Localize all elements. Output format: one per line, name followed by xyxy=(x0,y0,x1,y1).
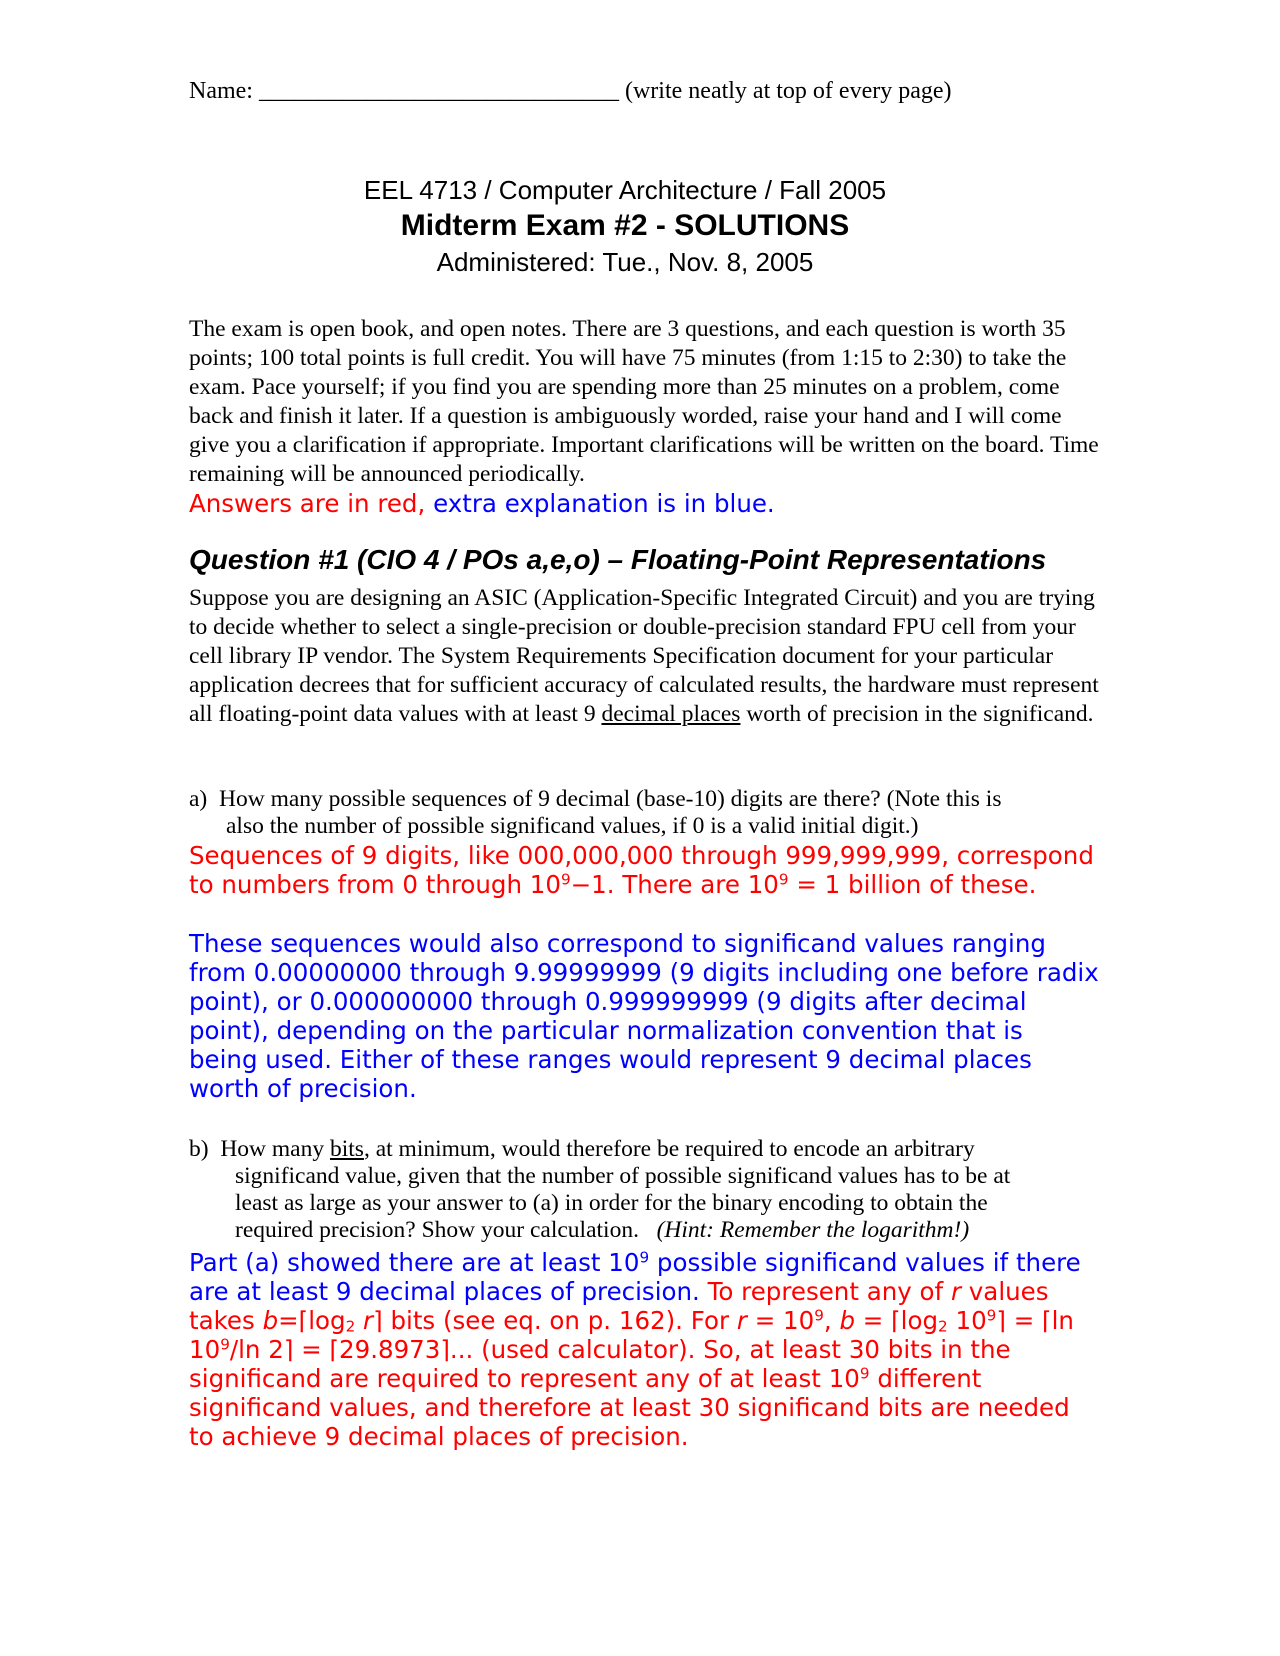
question-1-body: Suppose you are designing an ASIC (Application-Specific Integrated Circuit) and you are trying to decide whether to select a single-precision or double-precision standard FPU cell from your cell library IP vendor. The System Requirements Specification document for your particular application decrees that for sufficient accuracy of calculated results, the hardware must represent all floating-point data values with at least 9 decimal places worth of precision in the significand. xyxy=(189,585,1099,727)
part-a-question: a) How many possible sequences of 9 decimal (base-10) digits are there? (Note this is also the number of possible significand values, if 0 is a valid initial digit.) xyxy=(189,786,1002,839)
part-b-solution: To represent any of r values takes $b=⌈\log_2$ r⌉ bits (see eq. on p. 162). For $r = 10^9$, $b = ⌈\log_2$ $10^9⌉$ = ⌈ln $10^9/\ln$ 2⌉ = ⌈29.8973⌉... (used calculator). So, at least 30 bits in the significand are required to represent any of at least $10^9$ different significand values, and therefore at least 30 significand bits are needed to achieve 9 decimal places of precision. xyxy=(189,1277,1074,1451)
part-a-answer: Sequences of 9 digits, like 000,000,000 through 999,999,999, correspond to numbers from 0 through $10^9-1$. There are $10^9 = 1$ billion of these. xyxy=(189,841,1094,899)
part-a-label: a) xyxy=(189,786,208,812)
exam-title: Midterm Exam #2 - SOLUTIONS xyxy=(400,209,850,242)
course-title: EEL 4713 / Computer Architecture / Fall 2005 xyxy=(363,175,887,205)
hint: (Hint: Remember the logarithm!) xyxy=(656,1217,970,1243)
legend-answers: Answers are in red, xyxy=(189,489,426,518)
name-label: Name: xyxy=(189,78,253,104)
legend-explanation: extra explanation is in blue. xyxy=(433,489,775,518)
underlined-phrase: decimal places xyxy=(601,701,741,727)
color-legend xyxy=(189,489,1099,518)
part-a-explanation: These sequences would also correspond to significand values ranging from 0.00000000 through 9.99999999 (9 digits including one before radix point), or 0.000000000 through 0.999999999 (9 digits after decimal point), depending on the particular normalization convention that is being used. Either of these ranges would represent 9 decimal places worth of precision. xyxy=(189,929,1099,1103)
name-note: (write neatly at top of every page) xyxy=(624,78,952,104)
question-1-heading: Question #1 (CIO 4 / POs a,e,o) – Floating-Point Representations xyxy=(189,544,1047,575)
exam-instructions: The exam is open book, and open notes. There are 3 questions, and each question is worth 35 points; 100 total points is full credit. You will have 75 minutes (from 1:15 to 2:30) to take the exam. Pace yourself; if you find you are spending more than 25 minutes on a problem, come back and finish it later. If a question is ambiguously worded, raise your hand and I will come give you a clarification if appropriate. Important clarifications will be written on the board. Time remaining will be announced periodically. xyxy=(189,316,1099,487)
administered-date: Administered: Tue., Nov. 8, 2005 xyxy=(436,247,814,277)
name-line: ______________________________ xyxy=(258,78,619,104)
part-b-label: b) xyxy=(189,1136,209,1162)
part-b-question: b) How many bits, at minimum, would therefore be required to encode an arbitrary significand value, given that the number of possible significand values has to be at least as large as your answer to (a) in order for the binary encoding to obtain the required precision? Show your calculation. (Hint: Remember the logarithm!) xyxy=(189,1136,1011,1243)
part-b-answer xyxy=(189,1248,1099,1451)
name-header xyxy=(189,74,952,108)
part-b-explanation: Part (a) showed there are at least $10^9$ possible significand values if there are at least 9 decimal places of precision. xyxy=(189,1248,1081,1306)
